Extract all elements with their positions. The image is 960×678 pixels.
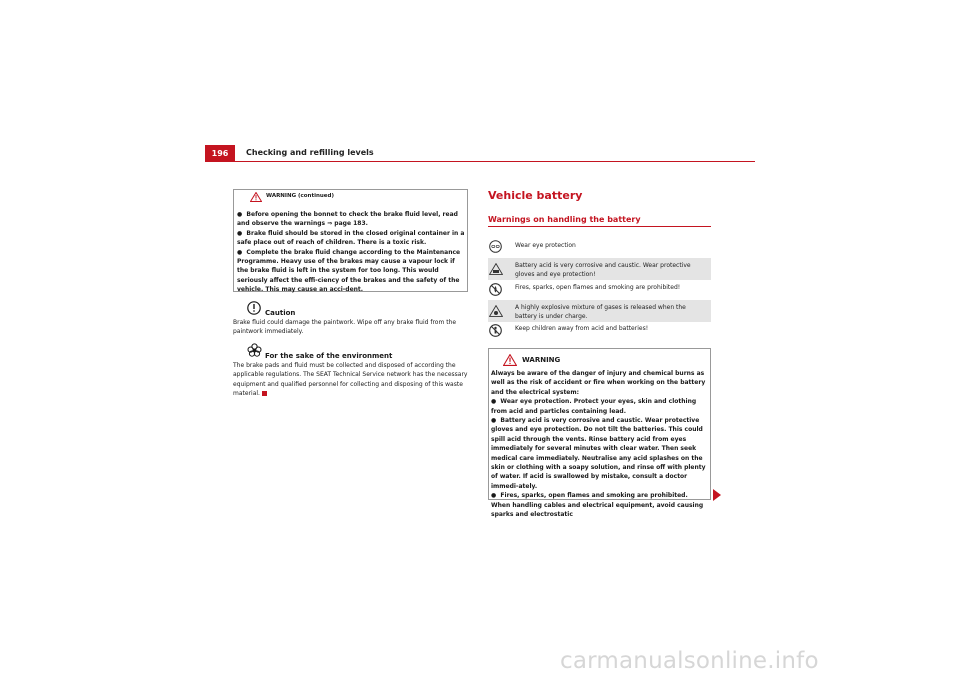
battery-warning-box — [488, 348, 711, 519]
symbol-text: Keep children away from acid and batteries! — [515, 325, 649, 332]
symbol-text: Battery acid is very corrosive and caustic. Wear protective gloves and eye protection! — [515, 262, 691, 279]
caution-text: Brake fluid could damage the paintwork. Wipe off any brake fluid from the paintwork immediately. — [233, 319, 457, 336]
warning-continued-box — [233, 189, 468, 292]
continued-arrow-icon — [713, 489, 721, 501]
warning-triangle-icon — [503, 354, 517, 366]
symbol-row-eye-protection — [488, 236, 711, 257]
symbol-text: A highly explosive mixture of gases is released when the battery is under charge. — [515, 304, 686, 321]
symbol-row-explosive — [488, 300, 711, 322]
warning-header — [234, 190, 467, 204]
warning-intro: Always be aware of the danger of injury and chemical burns as well as the risk of accident or fire when working on the battery and the electrical system: — [491, 370, 706, 396]
section-subtitle: Warnings on handling the battery — [488, 215, 641, 224]
warning-label: WARNING (continued) — [266, 193, 334, 199]
symbol-text: Fires, sparks, open flames and smoking are prohibited! — [515, 284, 681, 291]
warning-item: ● Battery acid is very corrosive and caustic. Wear protective gloves and eye protection. Do not tilt the batteries. This could spill acid through the vents. Rinse battery acid from eyes immediately for several minutes with clear water. Then seek medical care immediately. Neutralise any acid splashes on the skin or clothing with a soapy solution, and rinse off with plenty of water. If acid is swallowed by mistake, consult a doctor immedi-ately. — [491, 417, 706, 490]
acid-corrosive-icon — [489, 263, 503, 275]
warning-item: ● Brake fluid should be stored in the closed original container in a safe place out of reach of children. There is a toxic risk. — [237, 229, 465, 247]
chapter-title: Checking and refilling levels — [246, 148, 374, 157]
warning-item: ● Complete the brake fluid change according to the Maintenance Programme. Heavy use of the brakes may cause a vapour lock if the brake fluid is left in the system for too long. This would seriously affect the effi-ciency of the brakes and the safety of the vehicle. This may cause an acci-dent. — [237, 248, 461, 294]
warning-label: WARNING — [522, 356, 561, 364]
symbol-row-children — [488, 323, 711, 339]
symbol-row-acid — [488, 258, 711, 280]
page-number: 196 — [205, 145, 235, 162]
warning-body — [237, 210, 465, 295]
warning-item: ● Before opening the bonnet to check the brake fluid level, read and observe the warnings ⇒ page 183. — [237, 211, 458, 228]
keep-children-away-icon — [489, 324, 502, 337]
end-of-section-mark — [262, 391, 267, 396]
subtitle-rule — [488, 226, 711, 227]
symbol-row-no-fire — [488, 281, 711, 299]
warning-body — [491, 369, 709, 520]
caution-icon — [247, 301, 261, 315]
section-title: Vehicle battery — [488, 189, 583, 202]
eye-protection-icon — [489, 240, 502, 253]
environment-heading: For the sake of the environment — [265, 352, 393, 360]
watermark: carmanualsonline.info — [560, 648, 819, 674]
warning-item: ● Wear eye protection. Protect your eyes, skin and clothing from acid and particles containing lead. — [491, 398, 697, 415]
caution-heading: Caution — [265, 309, 296, 317]
warning-triangle-icon — [250, 192, 262, 202]
header-rule — [235, 161, 755, 162]
warning-item: ● Fires, sparks, open flames and smoking are prohibited. When handling cables and electrical equipment, avoid causing sparks and electrostatic — [491, 492, 704, 519]
no-fire-icon — [489, 283, 502, 296]
environment-flower-icon — [247, 343, 262, 357]
explosive-gas-icon — [489, 305, 503, 317]
environment-text: The brake pads and fluid must be collected and disposed of according the applicable regulations. The SEAT Technical Service network has the necessary equipment and qualified personnel for collecting and disposing of this waste material. — [233, 362, 468, 398]
symbol-text: Wear eye protection — [515, 242, 576, 249]
